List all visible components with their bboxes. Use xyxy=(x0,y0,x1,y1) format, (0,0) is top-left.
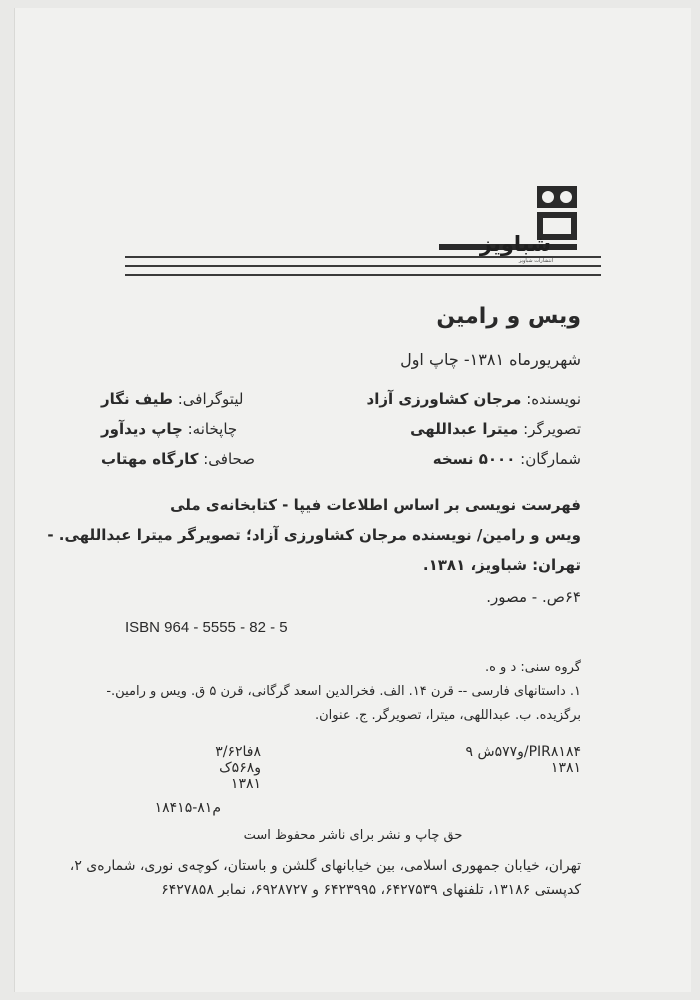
credit-label: تصویرگر: xyxy=(523,420,581,438)
credit-value: ۵۰۰۰ نسخه xyxy=(432,450,516,468)
copyright-notice: حق چاپ و نشر برای ناشر محفوظ است xyxy=(243,828,463,843)
address-line: کدپستی ۱۳۱۸۶، تلفنهای ۶۴۲۷۵۳۹، ۶۴۲۳۹۹۵ و ۶۹۲۸۷۲۷، نمابر ۶۴۲۷۸۵۸ xyxy=(161,882,581,898)
credit-row xyxy=(101,450,581,476)
isbn: ISBN 964 - 5555 - 82 - 5 xyxy=(125,619,288,636)
address-line: تهران، خیابان جمهوری اسلامی، بین خیابانهای گلشن و باستان، کوچه‌ی نوری، شماره‌ی ۲، xyxy=(69,858,581,874)
publisher-tagline: انتشارات شباویز xyxy=(518,258,553,264)
credit-value: مرجان کشاورزی آزاد xyxy=(366,390,522,408)
credit-row xyxy=(101,420,581,446)
credit-label: شمارگان: xyxy=(520,450,581,468)
classification-value: ۱۳۸۱ xyxy=(230,776,261,792)
cip-heading: فهرست نویسی بر اساس اطلاعات فیپا - کتابخانه‌ی ملی xyxy=(170,496,581,514)
subjects-line: ۱. داستانهای فارسی -- قرن ۱۴. الف. فخرالدین اسعد گرگانی، قرن ۵ ق. ویس و رامین.- xyxy=(106,684,581,699)
cip-line: ویس و رامین/ نویسنده مرجان کشاورزی آزاد؛ تصویرگر میترا عبداللهی. - xyxy=(47,526,581,544)
credit-side-value: طیف نگار xyxy=(101,390,173,408)
classification-value: ۱۳۸۱ xyxy=(550,760,581,776)
classification-value: ۸فا۳/۶۲ xyxy=(215,744,261,760)
divider xyxy=(125,265,601,267)
book-title: ویس و رامین xyxy=(436,304,581,329)
credit-value: میترا عبداللهی xyxy=(410,420,519,438)
age-group: گروه سنی: د و ه. xyxy=(484,660,581,675)
cip-line: ۶۴ص. - مصور. xyxy=(486,588,581,606)
credit-side-label: چاپخانه: xyxy=(187,420,238,438)
credit-label: نویسنده: xyxy=(526,390,581,408)
cip-line: تهران: شباویز، ۱۳۸۱. xyxy=(422,556,581,574)
classification-value: و۵۶۸ک xyxy=(219,760,261,776)
page xyxy=(14,8,691,992)
record-number: م۸۱-۱۸۴۱۵ xyxy=(154,800,221,816)
publisher-name: شباویز xyxy=(479,232,551,256)
credit-side-label: لیتوگرافی: xyxy=(177,390,244,408)
edition-info: شهریورماه ۱۳۸۱- چاپ اول xyxy=(400,350,581,369)
classification-value: PIR۸۱۸۴/و۵۷۷ش ۹ xyxy=(465,744,581,760)
credit-side-value: کارگاه مهتاب xyxy=(101,450,199,468)
credit-side-label: صحافی: xyxy=(203,450,255,468)
divider xyxy=(125,256,601,258)
subjects-line: برگزیده. ب. عبداللهی، میترا، تصویرگر. ج. عنوان. xyxy=(315,708,581,723)
credit-side-value: چاپ دیدآور xyxy=(101,420,183,438)
credit-row xyxy=(101,390,581,416)
divider xyxy=(125,274,601,276)
